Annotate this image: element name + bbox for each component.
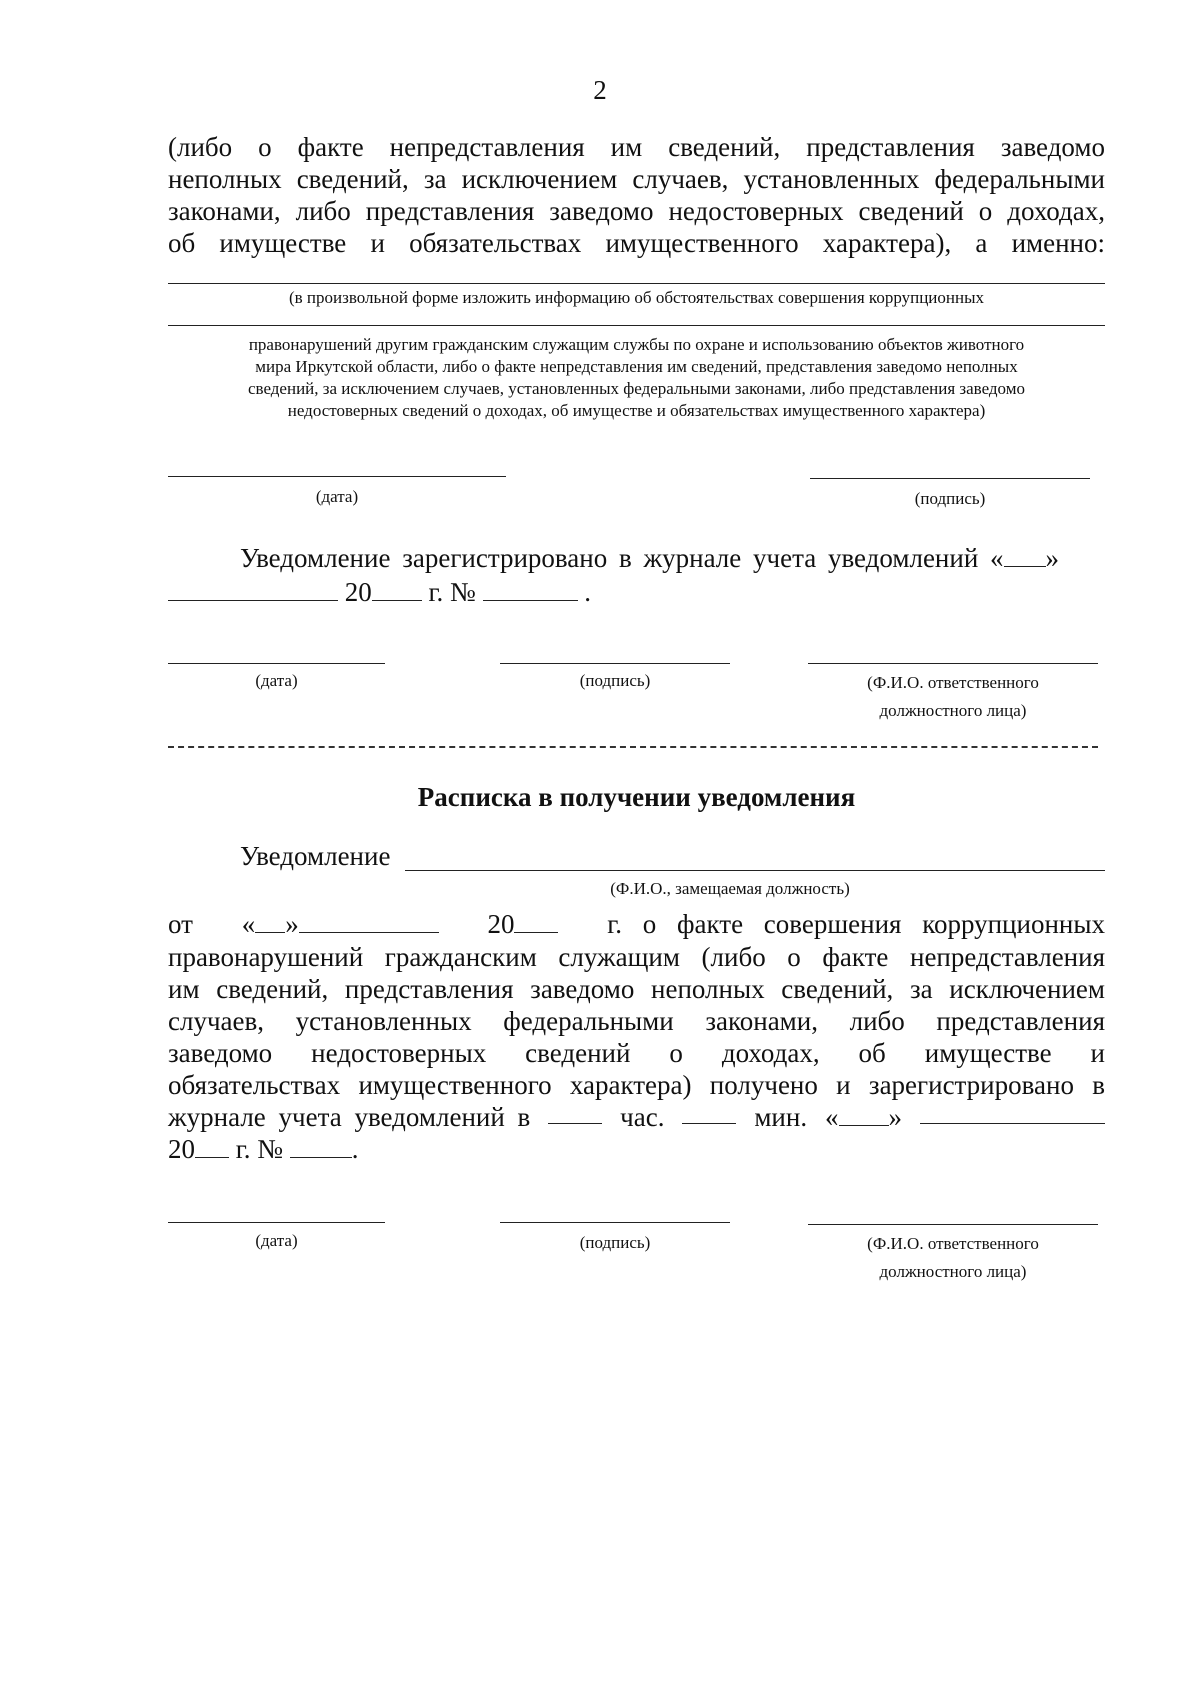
registered-day-blank <box>1004 544 1046 567</box>
receipt-from-word: от <box>168 909 193 939</box>
hint-line-4: сведений, за исключением случаев, установленных федеральными законами, либо представления заведомо <box>247 379 1025 398</box>
receipt-line-1-rest: г. о факте совершения коррупционных <box>607 909 1105 939</box>
signature-label-1: (подпись) <box>914 489 986 508</box>
receipt-quote-open-2: « <box>825 1102 839 1132</box>
date-label-3: (дата) <box>255 1231 298 1250</box>
receipt-notice-word: Уведомление <box>240 841 391 871</box>
receipt-day-blank-2 <box>839 1103 889 1126</box>
receipt-line-6: обязательствах имущественного характера) получено и зарегистрировано в <box>168 1070 1105 1100</box>
cut-line <box>168 746 1098 748</box>
receipt-line-2: правонарушений гражданским служащим (либо о факте непредставления <box>168 942 1105 972</box>
signature-line-3 <box>500 1222 730 1223</box>
hint-line-5: недостоверных сведений о доходах, об имуществе и обязательствах имущественного характера) <box>287 401 986 420</box>
registered-line-2 <box>168 576 591 608</box>
official-line-2 <box>808 663 1098 664</box>
receipt-title: Расписка в получении уведомления <box>417 782 856 812</box>
receipt-line-1 <box>168 908 1105 940</box>
receipt-line-7 <box>168 1101 1105 1133</box>
free-form-underline-2 <box>168 325 1105 326</box>
registered-end: . <box>584 577 592 607</box>
receipt-fio-hint: (Ф.И.О., замещаемая должность) <box>610 879 850 898</box>
date-label-2: (дата) <box>255 671 298 690</box>
date-line-2 <box>168 663 385 664</box>
date-label-1: (дата) <box>315 487 359 506</box>
receipt-line-5: заведомо недостоверных сведений о доходах, об имуществе и <box>168 1038 1105 1068</box>
registered-quote-close: » <box>1045 543 1060 573</box>
receipt-month-blank-2 <box>920 1101 1105 1124</box>
registered-number-label: г. № <box>428 577 476 607</box>
free-form-underline-1 <box>168 283 1105 284</box>
receipt-hour-blank <box>548 1101 602 1124</box>
receipt-month-blank <box>299 910 439 933</box>
hint-line-3: мира Иркутской области, либо о факте непредставления им сведений, представления заведомо неполных <box>255 357 1018 376</box>
hint-line-2: правонарушений другим гражданским служащим службы по охране и использованию объектов животного <box>248 335 1025 354</box>
receipt-date-group <box>242 908 439 940</box>
registered-line-1 <box>240 542 1059 574</box>
receipt-date-group-2 <box>825 1101 902 1133</box>
receipt-journal-text: журнале учета уведомлений в <box>168 1102 531 1132</box>
receipt-end: . <box>351 1134 359 1164</box>
receipt-min-word: мин. <box>754 1102 808 1132</box>
receipt-year-prefix: 20 <box>487 909 515 939</box>
page-number: 2 <box>593 75 607 105</box>
receipt-last-year-blank <box>195 1135 229 1158</box>
receipt-line-4: случаев, установленных федеральными законами, либо представления <box>168 1006 1105 1036</box>
intro-line-4: об имуществе и обязательствах имущественного характера), а именно: <box>168 228 1105 258</box>
receipt-fio-line <box>405 870 1105 871</box>
signature-line-1 <box>810 478 1090 479</box>
receipt-quote-close-2: » <box>888 1102 903 1132</box>
receipt-last-number-label: г. № <box>235 1134 284 1164</box>
receipt-line-3: им сведений, представления заведомо неполных сведений, за исключением <box>168 974 1105 1004</box>
receipt-min-blank <box>682 1101 736 1124</box>
receipt-year-blank <box>514 910 558 933</box>
intro-line-2: неполных сведений, за исключением случаев, установленных федеральными <box>168 164 1105 194</box>
signature-line-2 <box>500 663 730 664</box>
registered-month-blank <box>168 578 338 601</box>
receipt-last-year-prefix: 20 <box>168 1134 195 1164</box>
receipt-line-8 <box>168 1133 359 1165</box>
registered-year-blank <box>372 578 422 601</box>
registered-number-blank <box>483 578 578 601</box>
official-line-3 <box>808 1224 1098 1225</box>
official-label-3a: (Ф.И.О. ответственного <box>867 1234 1039 1253</box>
receipt-quote-open: « <box>241 909 256 939</box>
official-label-2b: должностного лица) <box>879 701 1027 720</box>
receipt-last-number-blank <box>290 1135 352 1158</box>
receipt-hour-word: час. <box>620 1102 665 1132</box>
date-line-3 <box>168 1222 385 1223</box>
receipt-day-blank <box>255 910 285 933</box>
signature-label-2: (подпись) <box>579 671 651 690</box>
official-label-2a: (Ф.И.О. ответственного <box>867 673 1039 692</box>
intro-line-1: (либо о факте непредставления им сведений, представления заведомо <box>168 132 1105 162</box>
date-line-1 <box>168 476 506 477</box>
receipt-quote-close: » <box>285 909 299 939</box>
receipt-year-group <box>487 908 558 940</box>
registered-text: Уведомление зарегистрировано в журнале учета уведомлений « <box>240 543 1004 573</box>
signature-label-3: (подпись) <box>579 1233 651 1252</box>
hint-line-1: (в произвольной форме изложить информацию об обстоятельствах совершения коррупционных <box>288 288 985 307</box>
official-label-3b: должностного лица) <box>879 1262 1027 1281</box>
intro-line-3: законами, либо представления заведомо недостоверных сведений о доходах, <box>168 196 1105 226</box>
registered-year-prefix: 20 <box>344 577 372 607</box>
